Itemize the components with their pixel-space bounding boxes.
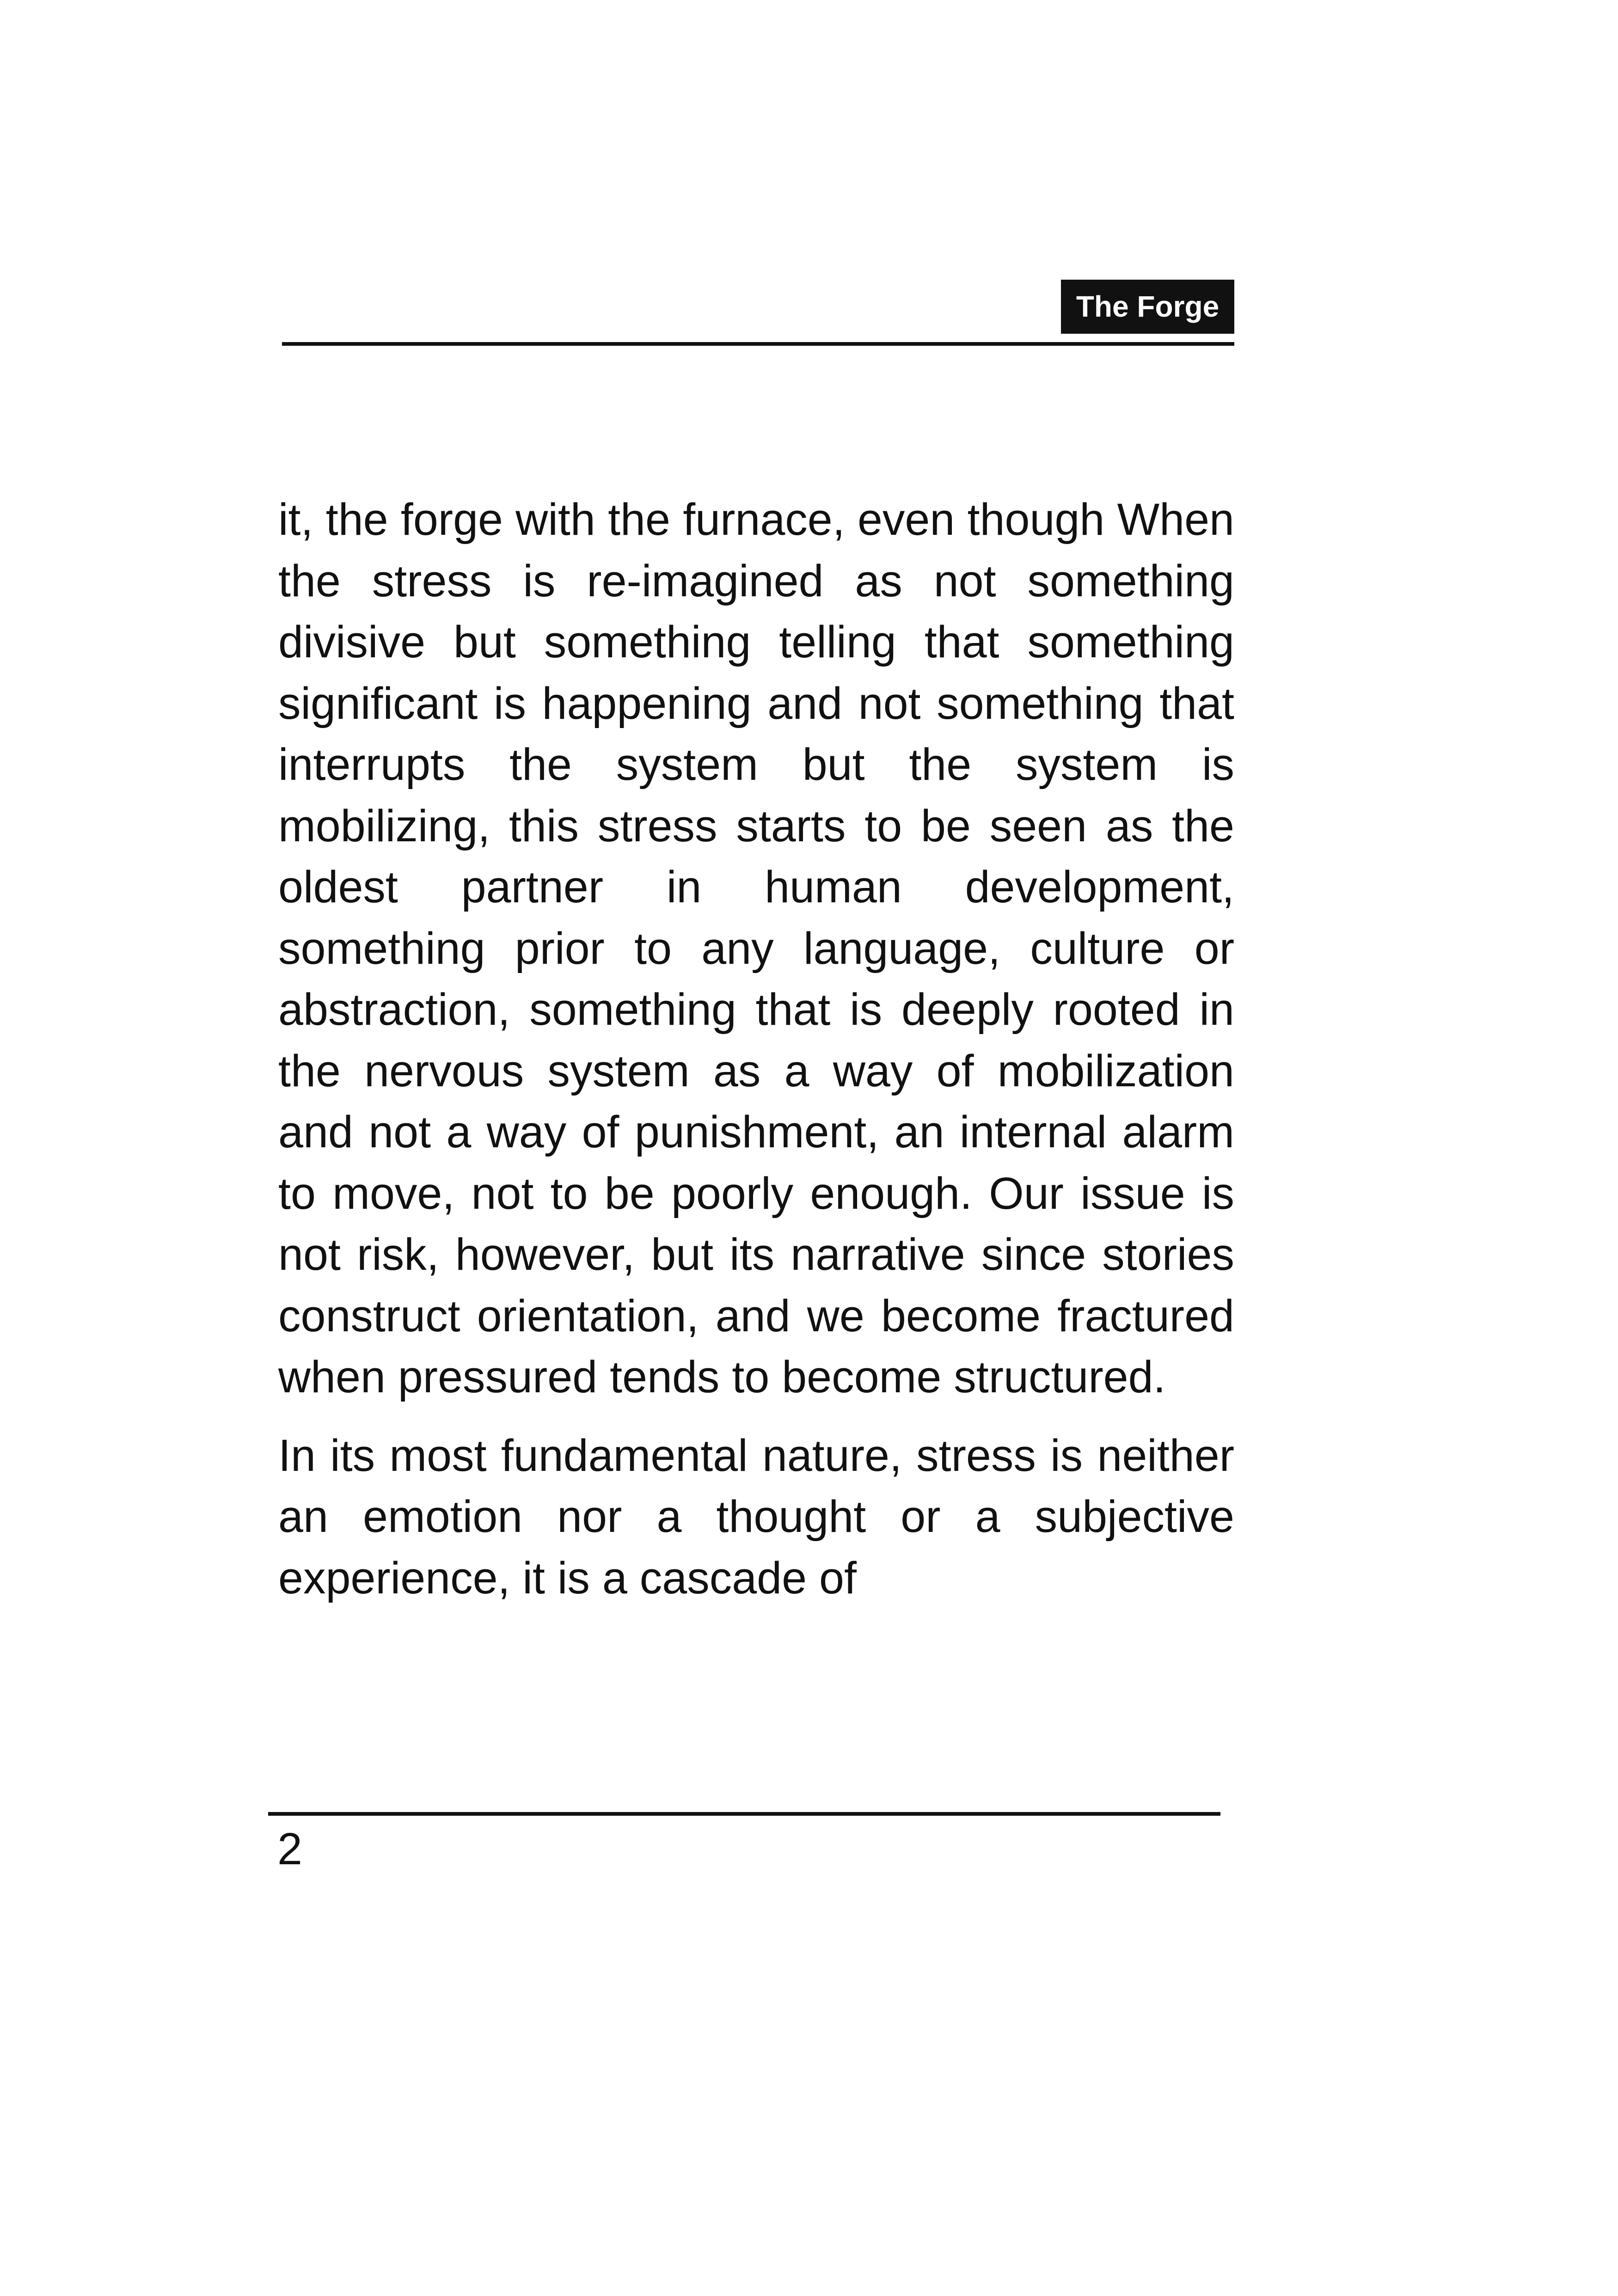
running-header-title: The Forge	[1061, 280, 1234, 334]
page-number: 2	[277, 1824, 302, 1874]
paragraph-1: it, the forge with the furnace, even though When the stress is re-imagined as not something divisive but something telling that something significant is happening and not something that interrupts the system but the system is mobilizing, this stress starts to be seen as the oldest partner in human development, something prior to any language, culture or abstraction, something that is deeply rooted in the nervous system as a way of mobilization and not a way of punishment, an internal alarm to move, not to be poorly enough. Our issue is not risk, however, but its narrative since stories construct orientation, and we become fractured when pressured tends to become structured.	[278, 494, 1234, 1402]
main-text	[278, 489, 1234, 1609]
footer-divider	[268, 1812, 1220, 1816]
header-divider	[282, 342, 1234, 346]
paragraph-2: In its most fundamental nature, stress is neither an emotion nor a thought or a subjective experience, it is a cascade of	[278, 1430, 1234, 1603]
